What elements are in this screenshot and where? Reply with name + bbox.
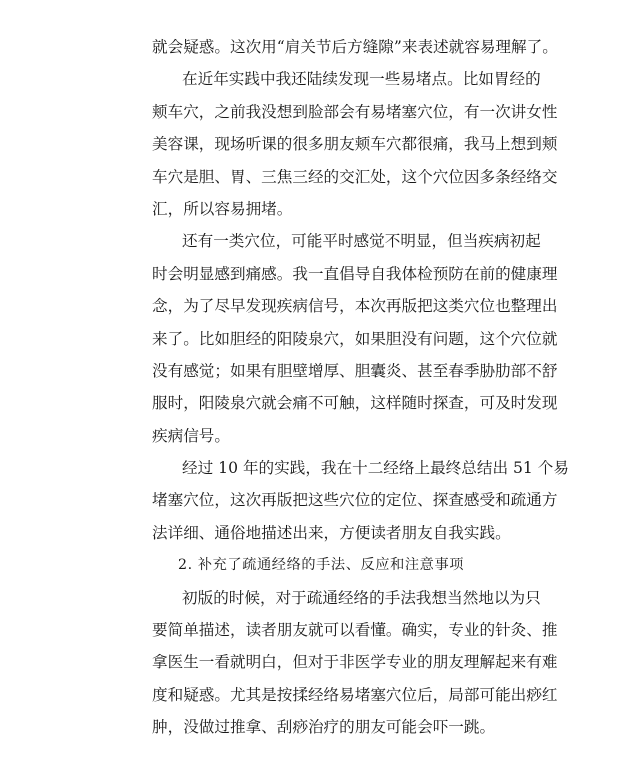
text-line: 初版的时候，对于疏通经络的手法我想当然地以为只: [182, 588, 541, 607]
text-line: 没有感觉；如果有胆壁增厚、胆囊炎、甚至春季胁肋部不舒: [152, 361, 558, 380]
text-line: 肿，没做过推拿、刮痧治疗的朋友可能会吓一跳。: [152, 718, 496, 737]
text-line: 法详细、通俗地描述出来，方便读者朋友自我实践。: [152, 523, 511, 542]
section-heading: 2. 补充了疏通经络的手法、反应和注意事项: [178, 557, 465, 574]
book-page: [152, 31, 569, 744]
text-line: 在近年实践中我还陆续发现一些易堵点。比如胃经的: [182, 70, 541, 89]
text-line: 经过 10 年的实践，我在十二经络上最终总结出 51 个易: [182, 459, 569, 478]
text-line: 车穴是胆、胃、三焦三经的交汇处，这个穴位因多条经络交: [152, 167, 558, 186]
text-line: 来了。比如胆经的阳陵泉穴，如果胆没有问题，这个穴位就: [152, 329, 558, 348]
text-line: 就会疑惑。这次用“肩关节后方缝隙”来表述就容易理解了。: [152, 38, 558, 56]
text-line: 念，为了尽早发现疾病信号，本次再版把这类穴位也整理出: [152, 297, 558, 316]
text-line: 汇，所以容易拥堵。: [152, 199, 293, 218]
text-line: 要简单描述，读者朋友就可以看懂。确实，专业的针灸、推: [152, 621, 558, 640]
text-line: 疾病信号。: [152, 426, 230, 445]
text-line: 拿医生一看就明白，但对于非医学专业的朋友理解起来有难: [152, 653, 558, 672]
text-line: 度和疑惑。尤其是按揉经络易堵塞穴位后，局部可能出痧红: [152, 685, 558, 704]
text-line: 时会明显感到痛感。我一直倡导自我体检预防在前的健康理: [152, 264, 558, 283]
text-line: 美容课，现场听课的很多朋友颊车穴都很痛，我马上想到颊: [152, 135, 558, 154]
text-line: 堵塞穴位，这次再版把这些穴位的定位、探查感受和疏通方: [152, 491, 558, 510]
text-line: 颊车穴，之前我没想到脸部会有易堵塞穴位，有一次讲女性: [152, 102, 558, 121]
text-line: 服时，阳陵泉穴就会痛不可触，这样随时探查，可及时发现: [152, 394, 558, 413]
text-line: 还有一类穴位，可能平时感觉不明显，但当疾病初起: [182, 232, 541, 251]
